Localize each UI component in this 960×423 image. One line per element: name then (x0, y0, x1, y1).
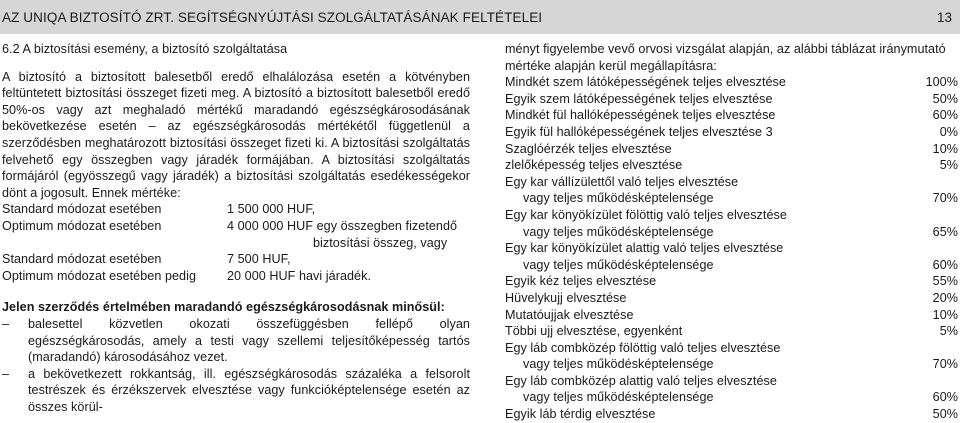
table-row-label: Többi ujj elvesztése, egyenként (505, 324, 683, 339)
table-row-label: Egyik láb térdig elvesztése (505, 407, 656, 422)
table-row-value: 20% (932, 290, 958, 305)
table-row (505, 190, 958, 207)
table-row-value: 50% (932, 407, 958, 422)
table-row (505, 257, 958, 274)
table-row-value: 50% (932, 91, 958, 106)
section-title: 6.2 A biztosítási esemény, a biztosító szolgáltatása (2, 42, 288, 56)
list-item-text: a bekövetkezett rokkantság, ill. egészségkárosodás százaléka a felsorolt testrészek és érzékszervek elvesztése vagy funkcióképtelensége esetén az összes körül- (28, 366, 470, 414)
benefit-paragraph: A biztosító a biztosított balesetből eredő elhalálozása esetén a kötvényben feltüntetett biztosítási összeget fizeti meg. A biztosító a biztosított balesetből eredő 50%-os vagy azt meghaladó mértékű maradandó egészségkárosodásának bekövetkezése esetén – az egészségkárosodás mértékétől függetlenül a szerződésben meghatározott biztosítási összeget fizeti ki. A biztosítási szolgáltatás felvehető egy összegben vagy járadék formájában. A biztosítási szolgáltatás formájáról (egyösszegű vagy járadék) a biztosítási szolgáltatás esedékességekor dönt a jogosult. Ennek mértéke: (2, 69, 470, 200)
table-row-value: 60% (932, 257, 958, 272)
table-row-label: Egy kar vállízülettől való teljes elvesztése (505, 174, 739, 189)
table-row-value: 60% (932, 390, 958, 405)
table-row (505, 107, 958, 124)
table-row-label: Hüvelykujj elvesztése (505, 290, 627, 305)
dash-bullet: – (2, 366, 10, 381)
amount-label: Standard módozat esetében (2, 252, 162, 267)
amount-label: Optimum módozat esetében pedig (2, 268, 197, 283)
table-row-value: 5% (939, 158, 958, 173)
table-row (505, 74, 958, 91)
table-row-sublabel: vagy teljes működésképtelensége (523, 390, 714, 405)
table-row (505, 356, 958, 373)
table-row (505, 157, 958, 174)
table-row (505, 224, 958, 241)
left-column (2, 41, 470, 415)
table-row-value: 60% (932, 108, 958, 123)
table-row-value: 100% (925, 75, 958, 90)
table-row (505, 273, 958, 290)
table-row-value: 65% (932, 224, 958, 239)
table-row-label: Egy láb combközép fölöttig való teljes elvesztése (505, 340, 781, 355)
amount-continuation: biztosítási összeg, vagy (313, 235, 448, 250)
amount-label: Standard módozat esetében (2, 202, 162, 217)
dash-bullet: – (2, 316, 10, 331)
spacer (2, 284, 470, 299)
table-row-label: Egy kar könyökízület alattig való teljes elvesztése (505, 241, 784, 256)
table-row-value: 70% (932, 191, 958, 206)
table-row-label: Szaglóérzék teljes elvesztése (505, 141, 672, 156)
table-intro: ményt figyelembe vevő orvosi vizsgálat alapján, az alábbi táblázat iránymutató mértéke alapján kerül megállapításra: (505, 42, 946, 73)
table-row-sublabel: vagy teljes működésképtelensége (523, 357, 714, 372)
table-row-value: 10% (932, 141, 958, 156)
amount-value: 7 500 HUF, (227, 252, 291, 267)
list-item-text: balesettel közvetlen okozati összefüggésben fellépő olyan egészségkárosodás, amely a testi vagy szellemi teljesítőképesség tartós (maradandó) károsodásához vezet. (28, 316, 470, 365)
table-row-label: Mindkét szem látóképességének teljes elvesztése (505, 75, 786, 90)
list-item (2, 366, 470, 416)
amount-row (2, 218, 470, 235)
table-row-label: Mutatóujjak elvesztése (505, 307, 634, 322)
amount-label: Optimum módozat esetében (2, 218, 162, 233)
amounts-list (2, 201, 470, 284)
table-row-label: Egyik szem látóképességének teljes elvesztése (505, 91, 773, 106)
table-row-value: 0% (939, 124, 958, 139)
amount-row (2, 251, 470, 268)
table-row-value: 55% (932, 274, 958, 289)
table-row-label: Egy kar könyökízület fölöttig való teljes elvesztése (505, 207, 787, 222)
table-row-label: zlelőképesség teljes elvesztése (505, 158, 683, 173)
table-row (505, 141, 958, 158)
table-row-value: 5% (939, 324, 958, 339)
table-row (505, 323, 958, 340)
table-row (505, 389, 958, 406)
table-row-label: Egy láb combközép alattig való teljes elvesztése (505, 373, 777, 388)
definition-heading: Jelen szerződés értelmében maradandó egészségkárosodásnak minősül: (2, 300, 445, 315)
table-row-sublabel: vagy teljes működésképtelensége (523, 257, 714, 272)
table-row-label: Egyik fül hallóképességének teljes elvesztése 3 (505, 124, 773, 139)
amount-value: 4 000 000 HUF egy összegben fizetendő (227, 218, 458, 233)
page-header (0, 0, 960, 34)
table-row-sublabel: vagy teljes működésképtelensége (523, 224, 714, 239)
amount-row (2, 201, 470, 218)
table-row-sublabel: vagy teljes működésképtelensége (523, 191, 714, 206)
amount-value: 1 500 000 HUF, (227, 202, 316, 217)
table-row (505, 124, 958, 141)
table-row-label: Egyik kéz teljes elvesztése (505, 274, 657, 289)
table-row-label: Mindkét fül hallóképességének teljes elvesztése (505, 108, 776, 123)
amount-row (2, 268, 470, 285)
document-title: AZ UNIQA BIZTOSÍTÓ ZRT. SEGÍTSÉGNYÚJTÁSI SZOLGÁLTATÁSÁNAK FELTÉTELEI (2, 9, 543, 25)
table-row-value: 10% (932, 307, 958, 322)
disability-table (505, 74, 958, 422)
amount-value: 20 000 HUF havi járadék. (227, 268, 372, 283)
right-column (505, 41, 958, 423)
table-row (505, 307, 958, 324)
table-row (505, 91, 958, 108)
table-row-value: 70% (932, 357, 958, 372)
table-row (505, 290, 958, 307)
page-number: 13 (936, 9, 952, 25)
table-row (505, 406, 958, 423)
list-item (2, 316, 470, 366)
